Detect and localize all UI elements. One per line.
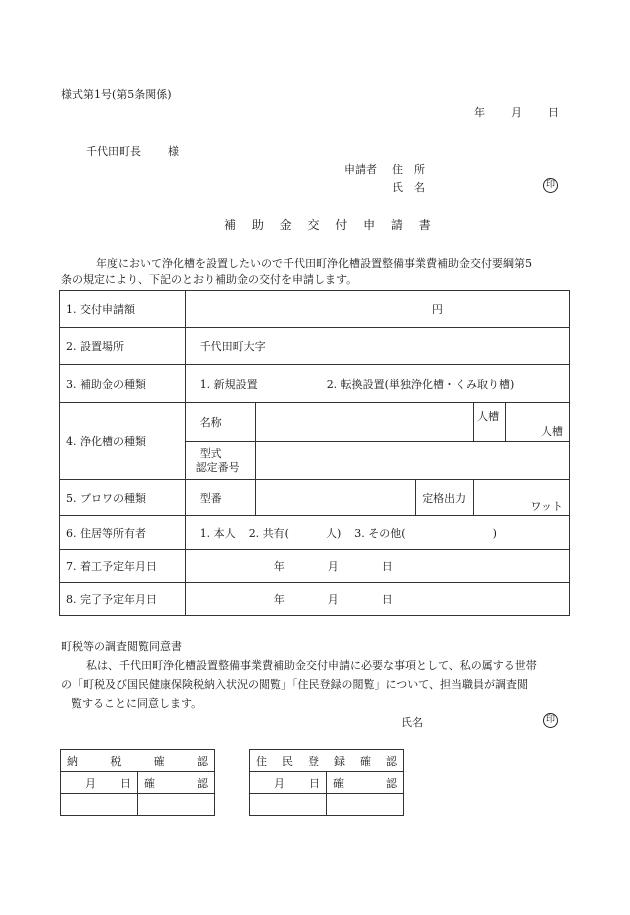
tank-model-field[interactable] [255, 442, 569, 480]
applicant-name-label: 氏 名 [392, 181, 425, 194]
tax-confirm-header [138, 772, 215, 794]
tax-month-label: 月 [85, 776, 96, 790]
start-date-field[interactable] [185, 550, 569, 583]
resident-confirm-box [249, 749, 404, 816]
tank-capacity-label: 人槽 [474, 403, 506, 441]
tax-date-field[interactable] [61, 794, 138, 816]
tax-confirm-title-row [61, 750, 215, 772]
owner-option-other[interactable]: 3. その他( [354, 526, 406, 540]
start-year: 年 [273, 560, 285, 573]
row-tank-name [60, 403, 570, 442]
amount-field[interactable] [185, 291, 569, 328]
blower-type-label: 5. ブロワの種類 [60, 480, 186, 516]
blower-model-field[interactable] [255, 480, 416, 516]
owner-shared-unit: 人) [325, 526, 342, 540]
amount-label: 1. 交付申請額 [60, 291, 186, 328]
start-day: 日 [381, 560, 393, 573]
start-date-label: 7. 着工予定年月日 [60, 550, 186, 583]
blower-output-unit: ワット [530, 499, 563, 513]
consent-seal-icon [543, 712, 558, 728]
tax-title-c4: 認 [196, 754, 208, 768]
resident-month-label: 月 [274, 776, 285, 790]
tank-model-label-2: 認定番号 [195, 460, 240, 474]
tax-confirm-c1: 確 [144, 776, 155, 790]
tax-title-c1: 納 [67, 754, 78, 768]
resident-date-header [250, 772, 327, 794]
intro-line-1: 年度において浄化槽を設置したいので千代田町浄化槽設置整備事業費補助金交付要綱第5 [96, 257, 532, 270]
resident-day-label: 日 [309, 776, 320, 790]
tank-type-label: 4. 浄化槽の種類 [60, 403, 186, 480]
resident-title-c3: 登 [308, 754, 319, 768]
resident-confirm-title [250, 750, 404, 772]
resident-confirm-field[interactable] [327, 794, 404, 816]
blower-output-label: 定格出力 [416, 480, 474, 516]
consent-seal-mark: 印 [543, 713, 558, 728]
tax-title-c2: 税 [110, 754, 122, 768]
consent-line-3: 覧することに同意します。 [71, 697, 203, 710]
owner-label: 6. 住居等所有者 [60, 516, 186, 550]
addressee-name: 千代田町長 [86, 145, 141, 158]
resident-date-field[interactable] [250, 794, 327, 816]
owner-option-self[interactable]: 1. 本人 [199, 526, 236, 540]
seal-mark: 印 [543, 178, 558, 193]
resident-title-c2: 民 [282, 754, 293, 768]
amount-unit: 円 [431, 303, 443, 316]
tax-confirm-c2: 認 [197, 776, 208, 790]
blower-model-label: 型番 [185, 480, 255, 516]
blower-output-field[interactable] [474, 480, 570, 516]
tax-title-c3: 確 [153, 754, 165, 768]
row-location [60, 328, 570, 365]
end-date-field[interactable] [185, 583, 569, 616]
tank-model-label [185, 442, 255, 480]
subsidy-type-label: 3. 補助金の種類 [60, 365, 186, 403]
subsidy-type-field[interactable] [185, 365, 569, 403]
resident-title-c4: 録 [334, 754, 345, 768]
row-start-date [60, 550, 570, 583]
subsidy-option-new[interactable]: 1. 新規設置 [199, 377, 258, 391]
resident-title-c1: 住 [256, 754, 267, 768]
seal-icon [543, 177, 558, 193]
end-month: 月 [327, 593, 339, 606]
subsidy-option-conversion[interactable]: 2. 転換設置(単独浄化槽・くみ取り槽) [326, 377, 515, 391]
resident-confirm-header [327, 772, 404, 794]
tank-capacity-field[interactable] [474, 403, 570, 442]
row-amount [60, 291, 570, 328]
applicant-address-label: 住 所 [392, 163, 425, 176]
resident-confirm-c2: 認 [386, 776, 397, 790]
location-field[interactable] [185, 328, 569, 365]
end-date-label: 8. 完了予定年月日 [60, 583, 186, 616]
tax-confirm-field[interactable] [138, 794, 215, 816]
date-month: 月 [511, 106, 522, 119]
location-value: 千代田町大字 [199, 340, 266, 353]
row-owner [60, 516, 570, 550]
consent-heading: 町税等の調査閲覧同意書 [61, 640, 182, 653]
resident-confirm-entry-row [250, 794, 404, 816]
consent-line-2: の「町税及び国民健康保険税納入状況の閲覧」「住民登録の閲覧」について、担当職員が調査閲 [61, 678, 529, 691]
end-year: 年 [273, 593, 285, 606]
row-blower [60, 480, 570, 516]
date-year: 年 [474, 106, 485, 119]
tank-name-label: 名称 [185, 403, 255, 442]
intro-line-2: 条の規定により、下記のとおり補助金の交付を申請します。 [61, 273, 358, 286]
tax-date-header [61, 772, 138, 794]
owner-field[interactable] [185, 516, 569, 550]
page-title: 補 助 金 交 付 申 請 書 [224, 218, 437, 232]
application-table [59, 290, 570, 616]
tax-confirm-entry-row [61, 794, 215, 816]
resident-title-c6: 認 [386, 754, 397, 768]
row-end-date [60, 583, 570, 616]
resident-title-c5: 確 [360, 754, 371, 768]
row-subsidy-type [60, 365, 570, 403]
tax-confirm-box [60, 749, 215, 816]
tank-name-field[interactable] [255, 403, 474, 442]
resident-confirm-title-row [250, 750, 404, 772]
end-day: 日 [381, 593, 393, 606]
addressee-honorific: 様 [168, 145, 179, 158]
date-day: 日 [548, 106, 559, 119]
resident-confirm-header-row [250, 772, 404, 794]
applicant-label: 申請者 [344, 163, 377, 176]
consent-name-label: 氏名 [401, 716, 423, 729]
tax-confirm-header-row [61, 772, 215, 794]
tank-model-label-1: 型式 [199, 446, 222, 460]
start-month: 月 [327, 560, 339, 573]
tax-day-label: 日 [120, 776, 131, 790]
consent-line-1: 私は、千代田町浄化槽設置整備事業費補助金交付申請に必要な事項として、私の属する世帯 [86, 659, 537, 672]
form-label: 様式第1号(第5条関係) [61, 88, 172, 101]
tax-confirm-title [61, 750, 215, 772]
owner-other-end: ) [492, 526, 497, 540]
resident-confirm-c1: 確 [333, 776, 344, 790]
location-label: 2. 設置場所 [60, 328, 186, 365]
owner-option-shared[interactable]: 2. 共有( [248, 526, 289, 540]
tank-capacity-unit: 人槽 [541, 425, 563, 438]
